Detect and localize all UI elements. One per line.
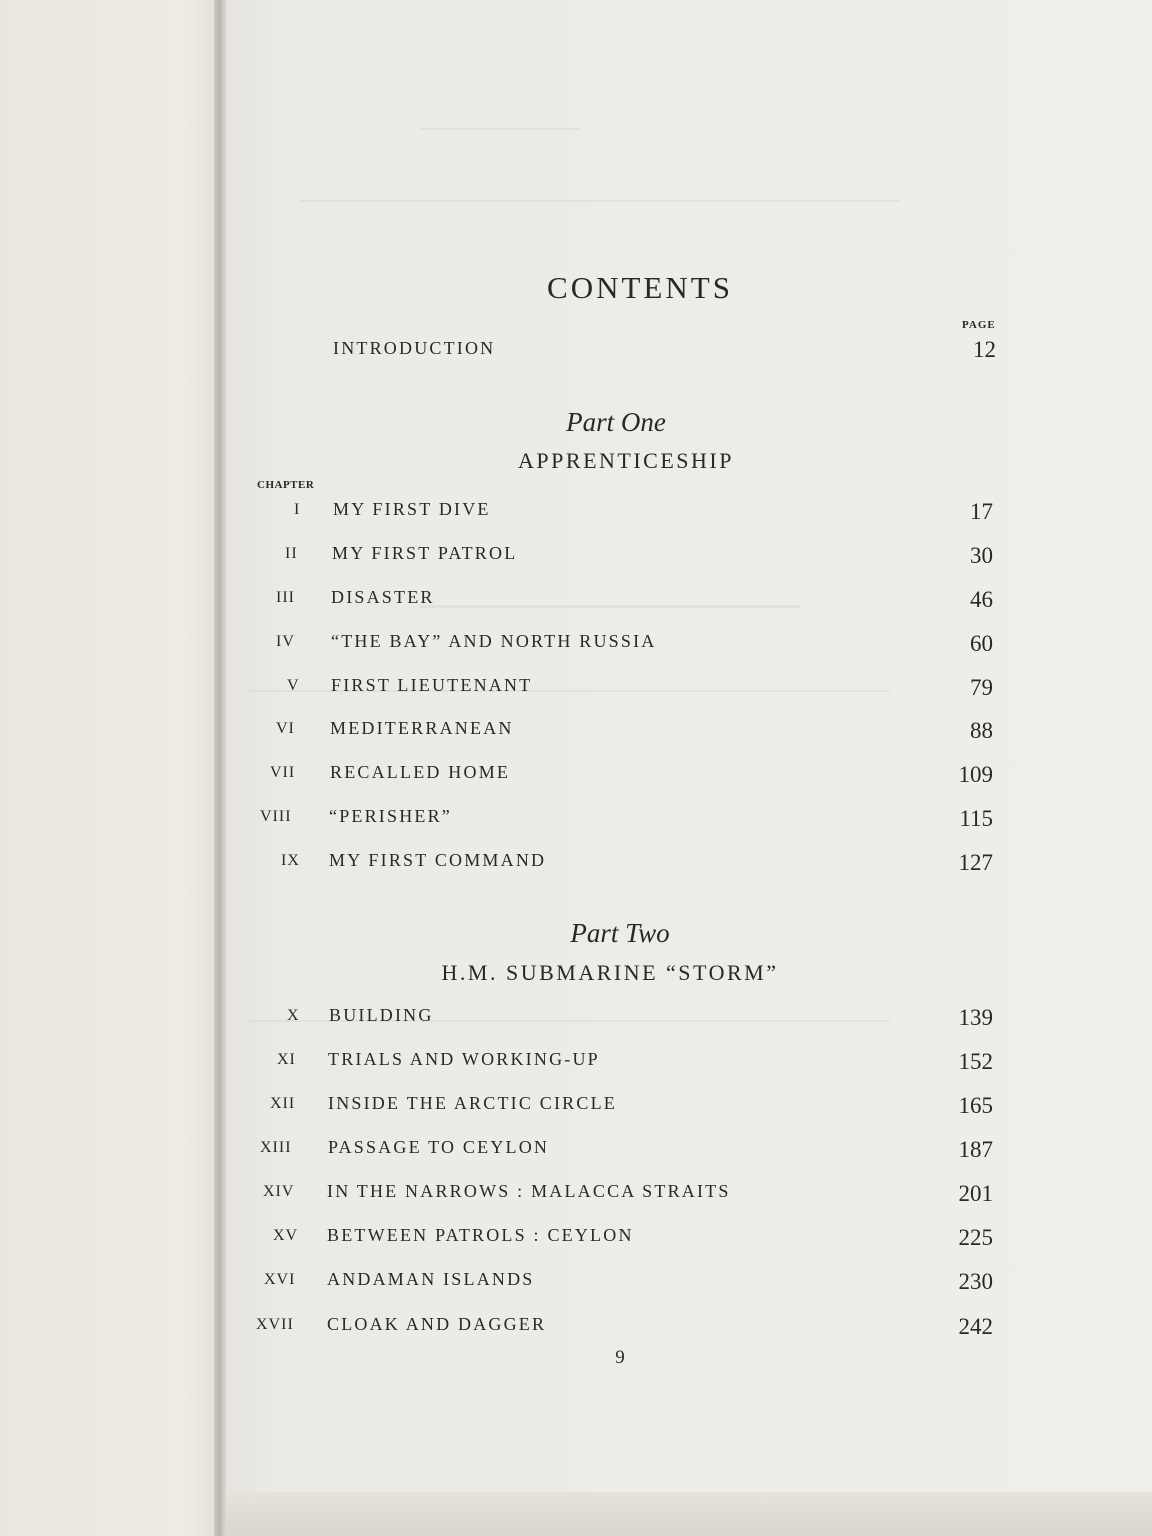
chapter-number: II — [285, 545, 298, 562]
page-title: CONTENTS — [547, 270, 733, 305]
chapter-number: XIII — [260, 1139, 292, 1156]
chapter-title: “THE BAY” AND NORTH RUSSIA — [331, 631, 657, 651]
chapter-title: PASSAGE TO CEYLON — [328, 1137, 550, 1157]
chapter-page: 152 — [958, 1049, 993, 1074]
part-two-title: H.M. SUBMARINE “STORM” — [441, 960, 779, 985]
chapter-page: 79 — [970, 675, 993, 700]
chapter-page: 109 — [958, 762, 993, 787]
show-through-line — [420, 128, 580, 130]
chapter-page: 187 — [958, 1137, 993, 1162]
chapter-number: XI — [277, 1051, 296, 1068]
chapter-page: 115 — [959, 806, 993, 831]
chapter-column-header: CHAPTER — [257, 479, 315, 491]
chapter-number: I — [294, 501, 301, 518]
chapter-title: ANDAMAN ISLANDS — [327, 1269, 535, 1289]
chapter-page: 46 — [970, 587, 993, 612]
chapter-page: 60 — [970, 631, 993, 656]
chapter-page: 201 — [958, 1181, 993, 1206]
chapter-title: DISASTER — [331, 587, 435, 607]
part-one-label: Part One — [566, 407, 666, 437]
chapter-number: XVII — [256, 1316, 294, 1333]
introduction-title: INTRODUCTION — [333, 338, 496, 358]
page-bottom-edge — [226, 1492, 1152, 1536]
part-one-title: APPRENTICESHIP — [518, 448, 734, 473]
show-through-line — [420, 605, 800, 608]
chapter-number: XIV — [263, 1183, 295, 1200]
chapter-number: XII — [270, 1095, 296, 1112]
chapter-title: FIRST LIEUTENANT — [331, 675, 533, 695]
introduction-page: 12 — [973, 337, 996, 362]
chapter-number: VI — [276, 720, 295, 737]
chapter-number: VIII — [260, 808, 292, 825]
chapter-page: 139 — [958, 1005, 993, 1030]
chapter-page: 242 — [958, 1314, 993, 1339]
chapter-title: INSIDE THE ARCTIC CIRCLE — [328, 1093, 617, 1113]
chapter-number: IX — [281, 852, 300, 869]
chapter-page: 30 — [970, 543, 993, 568]
chapter-title: BUILDING — [329, 1005, 434, 1025]
page-number: 9 — [615, 1347, 625, 1368]
chapter-page: 230 — [958, 1269, 993, 1294]
chapter-number: XV — [273, 1227, 299, 1244]
chapter-number: X — [287, 1007, 300, 1024]
chapter-title: BETWEEN PATROLS : CEYLON — [327, 1225, 634, 1245]
chapter-number: XVI — [264, 1271, 296, 1288]
chapter-title: TRIALS AND WORKING-UP — [328, 1049, 600, 1069]
chapter-number: III — [276, 589, 295, 606]
chapter-number: VII — [270, 764, 296, 781]
chapter-title: CLOAK AND DAGGER — [327, 1314, 547, 1334]
chapter-title: MY FIRST COMMAND — [329, 850, 547, 870]
left-page — [0, 0, 218, 1536]
show-through-line — [300, 200, 900, 202]
chapter-title: RECALLED HOME — [330, 762, 511, 782]
chapter-title: MEDITERRANEAN — [330, 718, 514, 738]
chapter-number: V — [287, 677, 300, 694]
chapter-page: 165 — [958, 1093, 993, 1118]
chapter-title: “PERISHER” — [329, 806, 452, 826]
chapter-title: MY FIRST PATROL — [332, 543, 518, 563]
chapter-page: 88 — [970, 718, 993, 743]
page-column-header: PAGE — [962, 319, 996, 331]
chapter-title: IN THE NARROWS : MALACCA STRAITS — [327, 1181, 731, 1201]
chapter-title: MY FIRST DIVE — [333, 499, 491, 519]
part-two-label: Part Two — [570, 918, 670, 948]
chapter-number: IV — [276, 633, 295, 650]
chapter-page: 225 — [958, 1225, 993, 1250]
chapter-page: 17 — [970, 499, 993, 524]
chapter-page: 127 — [958, 850, 993, 875]
book-gutter — [214, 0, 226, 1536]
